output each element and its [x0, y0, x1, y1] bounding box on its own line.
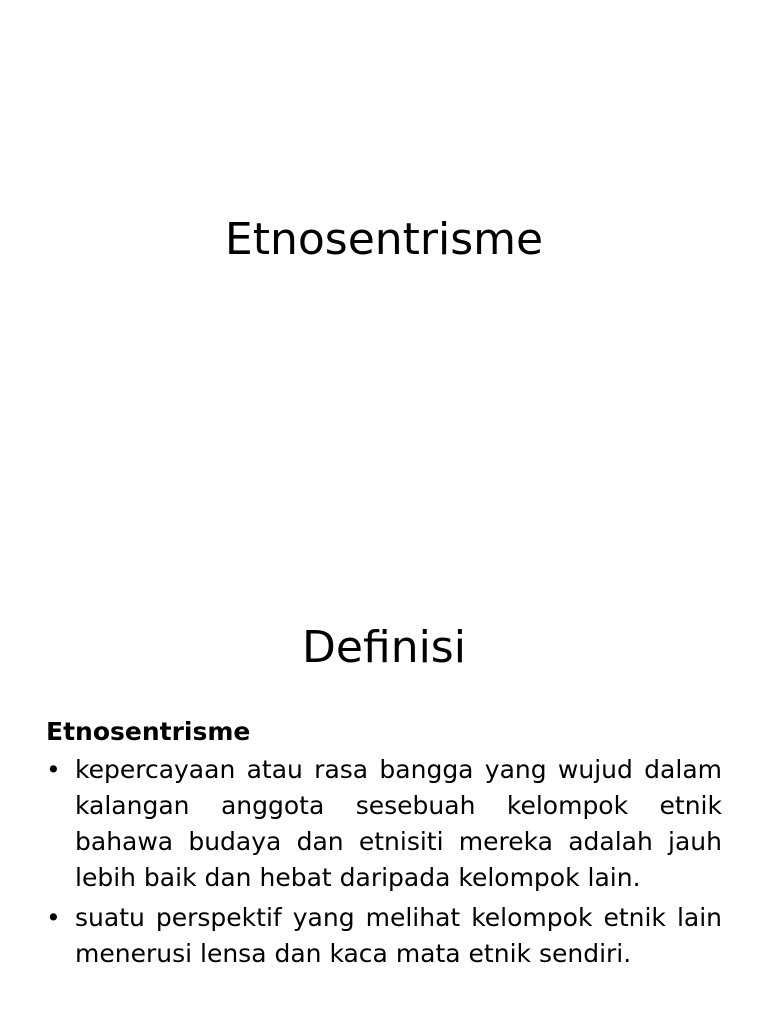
bullet-icon: •: [46, 903, 61, 932]
definition-bullet-text: suatu perspektif yang melihat kelompok etnik lain menerusi lensa dan kaca mata etnik sendiri.: [75, 903, 722, 968]
bullet-icon: •: [46, 755, 61, 784]
definition-bullet-item: [46, 900, 722, 972]
slide-title-etnosentrisme: Etnosentrisme: [224, 214, 544, 265]
definition-content: [46, 714, 722, 976]
definition-bullet-list: [46, 752, 722, 972]
slide-title-definisi: Definisi: [302, 622, 466, 673]
definition-bullet-text: kepercayaan atau rasa bangga yang wujud dalam kalangan anggota sesebuah kelompok etnik bahawa budaya dan etnisiti mereka adalah jauh lebih baik dan hebat daripada kelompok lain.: [75, 755, 722, 892]
definition-bullet-item: [46, 752, 722, 896]
definition-subheading: Etnosentrisme: [46, 717, 251, 746]
